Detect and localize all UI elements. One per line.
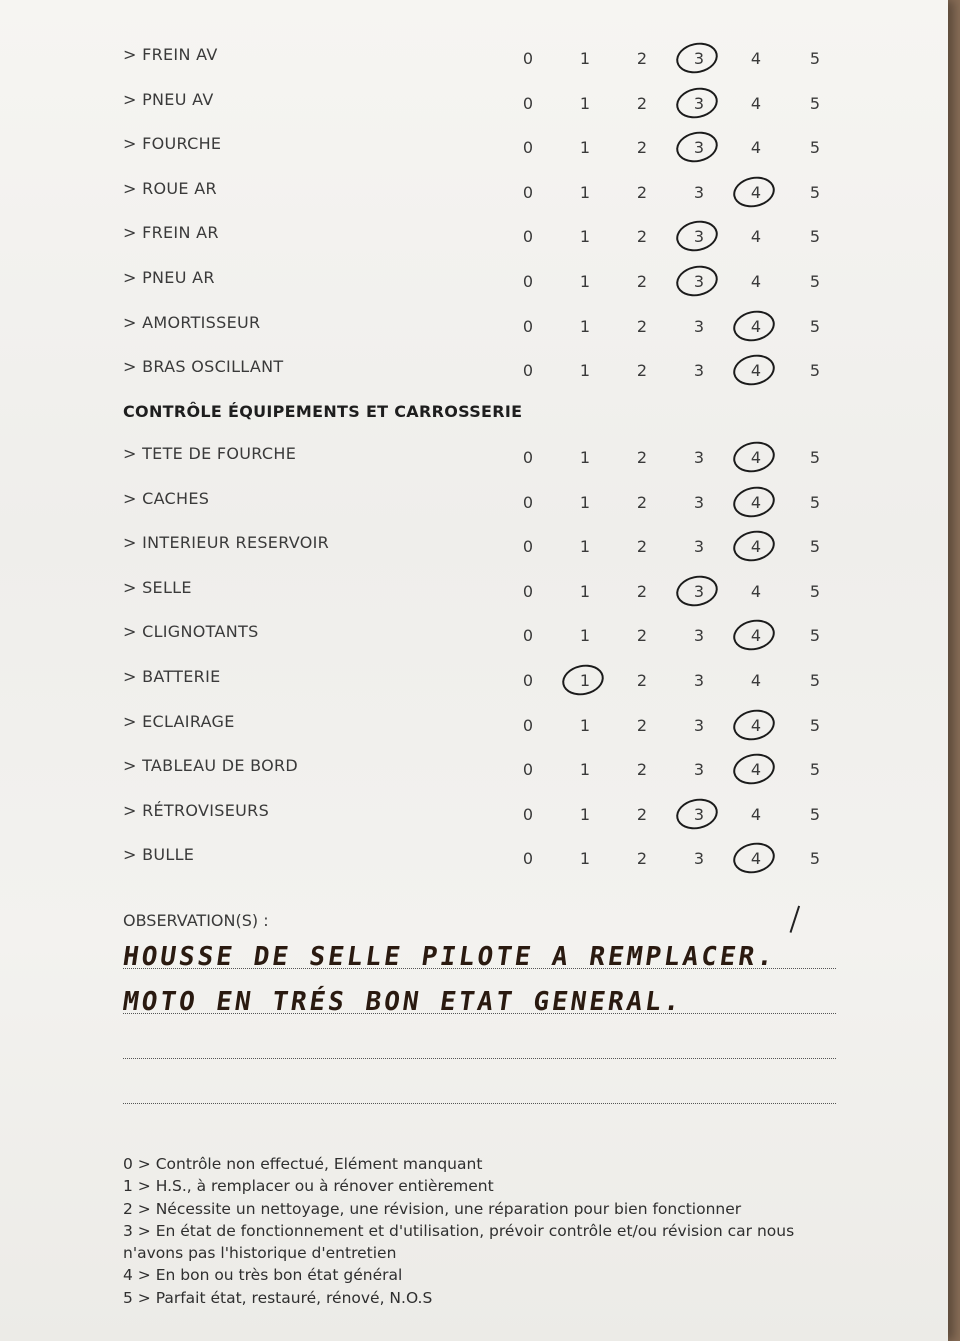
score-3: 3	[689, 138, 709, 157]
score-4: 4	[746, 626, 766, 645]
score-4: 4	[750, 671, 762, 690]
score-2: 2	[636, 93, 648, 113]
score-1: 1	[579, 804, 591, 824]
selected-circle	[730, 750, 777, 788]
score-5: 5	[809, 671, 821, 690]
item-label: > AMORTISSEUR	[123, 312, 261, 332]
observation-line-1: HOUSSE DE SELLE PILOTE A REMPLACER.	[120, 942, 778, 972]
selected-circle	[730, 173, 777, 211]
score-4: 4	[746, 716, 766, 735]
score-5: 5	[809, 849, 821, 869]
score-1: 1	[579, 93, 591, 113]
legend-line: 4 > En bon ou très bon état général	[123, 1266, 403, 1285]
score-0: 0	[522, 671, 534, 690]
checklist-row	[0, 45, 948, 89]
item-label: > FOURCHE	[123, 134, 222, 154]
score-2: 2	[636, 804, 648, 824]
observations-label: OBSERVATION(S) :	[123, 911, 269, 930]
observation-line-2: MOTO EN TRÉS BON ETAT GENERAL.	[120, 987, 685, 1017]
score-5: 5	[809, 537, 821, 557]
score-1: 1	[579, 227, 591, 247]
item-label: > BULLE	[123, 845, 195, 865]
score-5: 5	[809, 581, 821, 601]
score-4: 4	[746, 361, 766, 380]
item-label: > FREIN AR	[123, 223, 219, 243]
checklist-row	[0, 801, 948, 845]
score-3: 3	[689, 94, 709, 113]
score-2: 2	[636, 448, 648, 467]
item-label: > FREIN AV	[123, 45, 218, 64]
score-0: 0	[522, 492, 534, 512]
score-0: 0	[522, 849, 534, 869]
score-2: 2	[636, 537, 648, 557]
score-1: 1	[579, 581, 591, 601]
score-3: 3	[693, 448, 705, 467]
score-2: 2	[636, 272, 648, 291]
score-4: 4	[750, 93, 762, 113]
item-label: > CACHES	[123, 488, 210, 508]
dotted-line-2	[123, 1013, 836, 1014]
item-label: > CLIGNOTANTS	[123, 622, 259, 642]
score-0: 0	[522, 715, 534, 735]
score-0: 0	[522, 361, 534, 381]
score-5: 5	[809, 138, 821, 158]
checklist-row	[0, 756, 948, 800]
selected-circle	[559, 661, 606, 699]
score-1: 1	[579, 537, 591, 557]
score-0: 0	[522, 448, 534, 467]
dotted-line-3	[123, 1058, 836, 1059]
item-label: > ROUE AR	[123, 178, 217, 198]
score-4: 4	[750, 272, 762, 291]
checklist-row	[0, 313, 948, 357]
checklist-row	[0, 134, 948, 178]
score-5: 5	[809, 182, 821, 202]
score-5: 5	[809, 715, 821, 735]
score-5: 5	[809, 626, 821, 646]
checklist-row	[0, 578, 948, 622]
score-4: 4	[750, 804, 762, 824]
score-1: 1	[579, 849, 591, 869]
score-3: 3	[693, 492, 705, 512]
score-5: 5	[809, 492, 821, 512]
selected-circle	[730, 307, 777, 345]
item-label: > TETE DE FOURCHE	[123, 444, 297, 463]
item-label: > TABLEAU DE BORD	[123, 756, 299, 776]
selected-circle	[673, 84, 720, 122]
score-5: 5	[809, 93, 821, 113]
score-3: 3	[693, 182, 705, 202]
item-label: > PNEU AV	[123, 89, 214, 109]
item-label: > BATTERIE	[123, 667, 221, 686]
checklist-row	[0, 357, 948, 401]
score-3: 3	[689, 272, 709, 291]
score-0: 0	[522, 804, 534, 824]
score-4: 4	[746, 493, 766, 512]
score-4: 4	[750, 49, 762, 68]
selected-circle	[673, 795, 720, 833]
score-2: 2	[636, 138, 648, 158]
score-1: 1	[579, 138, 591, 158]
score-4: 4	[746, 317, 766, 336]
selected-circle	[673, 262, 720, 300]
selected-circle	[673, 217, 720, 255]
score-1: 1	[579, 760, 591, 780]
score-1: 1	[579, 626, 591, 646]
checklist-row	[0, 179, 948, 223]
item-label: > INTERIEUR RESERVOIR	[123, 533, 330, 553]
legend	[123, 1153, 794, 1309]
score-3: 3	[693, 849, 705, 869]
checklist-row	[0, 268, 948, 312]
score-4: 4	[750, 138, 762, 158]
score-4: 4	[746, 183, 766, 202]
selected-circle	[730, 438, 777, 476]
score-5: 5	[809, 804, 821, 824]
score-4: 4	[746, 537, 766, 556]
selected-circle	[730, 351, 777, 389]
section-title: CONTRÔLE ÉQUIPEMENTS ET CARROSSERIE	[123, 402, 523, 421]
score-0: 0	[522, 626, 534, 646]
checklist-row	[0, 223, 948, 267]
score-2: 2	[636, 227, 648, 247]
checklist-row	[0, 533, 948, 577]
score-2: 2	[636, 715, 648, 735]
score-4: 4	[750, 227, 762, 247]
score-1: 1	[579, 316, 591, 336]
score-3: 3	[689, 805, 709, 824]
legend-line: 5 > Parfait état, restauré, rénové, N.O.S	[123, 1288, 433, 1307]
selected-circle	[730, 706, 777, 744]
score-1: 1	[579, 49, 591, 68]
score-4: 4	[746, 448, 766, 467]
score-1: 1	[579, 182, 591, 202]
score-3: 3	[693, 626, 705, 646]
score-0: 0	[522, 182, 534, 202]
legend-line: 0 > Contrôle non effectué, Elément manquant	[123, 1155, 483, 1173]
score-5: 5	[809, 227, 821, 247]
item-label: > SELLE	[123, 577, 192, 597]
legend-line: 1 > H.S., à remplacer ou à rénover entièrement	[123, 1177, 494, 1196]
legend-line: 3 > En état de fonctionnement et d'utilisation, prévoir contrôle et/ou révision car nous	[123, 1221, 795, 1240]
score-3: 3	[689, 49, 709, 68]
score-5: 5	[809, 49, 821, 68]
score-5: 5	[809, 448, 821, 467]
checklist-row	[0, 90, 948, 134]
score-1: 1	[579, 272, 591, 291]
score-2: 2	[636, 361, 648, 381]
selected-circle	[673, 39, 720, 77]
dotted-line-4	[123, 1103, 836, 1104]
score-3: 3	[693, 715, 705, 735]
checklist-row	[0, 489, 948, 533]
score-1: 1	[579, 492, 591, 512]
score-2: 2	[636, 316, 648, 336]
selected-circle	[730, 483, 777, 521]
score-5: 5	[809, 272, 821, 291]
score-5: 5	[809, 361, 821, 381]
selected-circle	[730, 616, 777, 654]
score-3: 3	[693, 760, 705, 780]
item-label: > PNEU AR	[123, 268, 215, 287]
checklist-row	[0, 667, 948, 711]
score-3: 3	[693, 537, 705, 557]
item-label: > RÉTROVISEURS	[123, 800, 270, 820]
pen-mark	[782, 903, 800, 933]
score-3: 3	[693, 361, 705, 381]
score-3: 3	[689, 227, 709, 246]
score-1: 1	[579, 448, 591, 467]
score-2: 2	[636, 849, 648, 869]
score-0: 0	[522, 537, 534, 557]
item-label: > ECLAIRAGE	[123, 711, 235, 731]
score-2: 2	[636, 581, 648, 601]
score-2: 2	[636, 760, 648, 780]
score-2: 2	[636, 626, 648, 646]
selected-circle	[730, 839, 777, 877]
score-2: 2	[636, 671, 648, 690]
score-0: 0	[522, 760, 534, 780]
score-5: 5	[809, 316, 821, 336]
score-3: 3	[693, 671, 705, 690]
selected-circle	[673, 128, 720, 166]
checklist-row	[0, 622, 948, 666]
score-4: 4	[746, 849, 766, 868]
score-4: 4	[750, 581, 762, 601]
score-3: 3	[689, 582, 709, 601]
checklist-row	[0, 845, 948, 889]
item-label: > BRAS OSCILLANT	[123, 357, 284, 377]
score-4: 4	[746, 760, 766, 779]
legend-line: 2 > Nécessite un nettoyage, une révision, une réparation pour bien fonctionner	[123, 1199, 742, 1218]
score-0: 0	[522, 581, 534, 601]
score-1: 1	[579, 361, 591, 381]
score-0: 0	[522, 316, 534, 336]
selected-circle	[730, 527, 777, 565]
score-0: 0	[522, 138, 534, 158]
score-0: 0	[522, 272, 534, 291]
score-1: 1	[579, 715, 591, 735]
score-3: 3	[693, 316, 705, 336]
score-2: 2	[636, 49, 648, 68]
score-0: 0	[522, 227, 534, 247]
dotted-line-1	[123, 968, 836, 969]
checklist-row	[0, 444, 948, 488]
score-1: 1	[575, 671, 595, 690]
legend-line: n'avons pas l'historique d'entretien	[123, 1244, 397, 1263]
checklist-row	[0, 712, 948, 756]
score-2: 2	[636, 182, 648, 202]
score-5: 5	[809, 760, 821, 780]
score-0: 0	[522, 49, 534, 68]
score-0: 0	[522, 93, 534, 113]
score-2: 2	[636, 492, 648, 512]
selected-circle	[673, 572, 720, 610]
